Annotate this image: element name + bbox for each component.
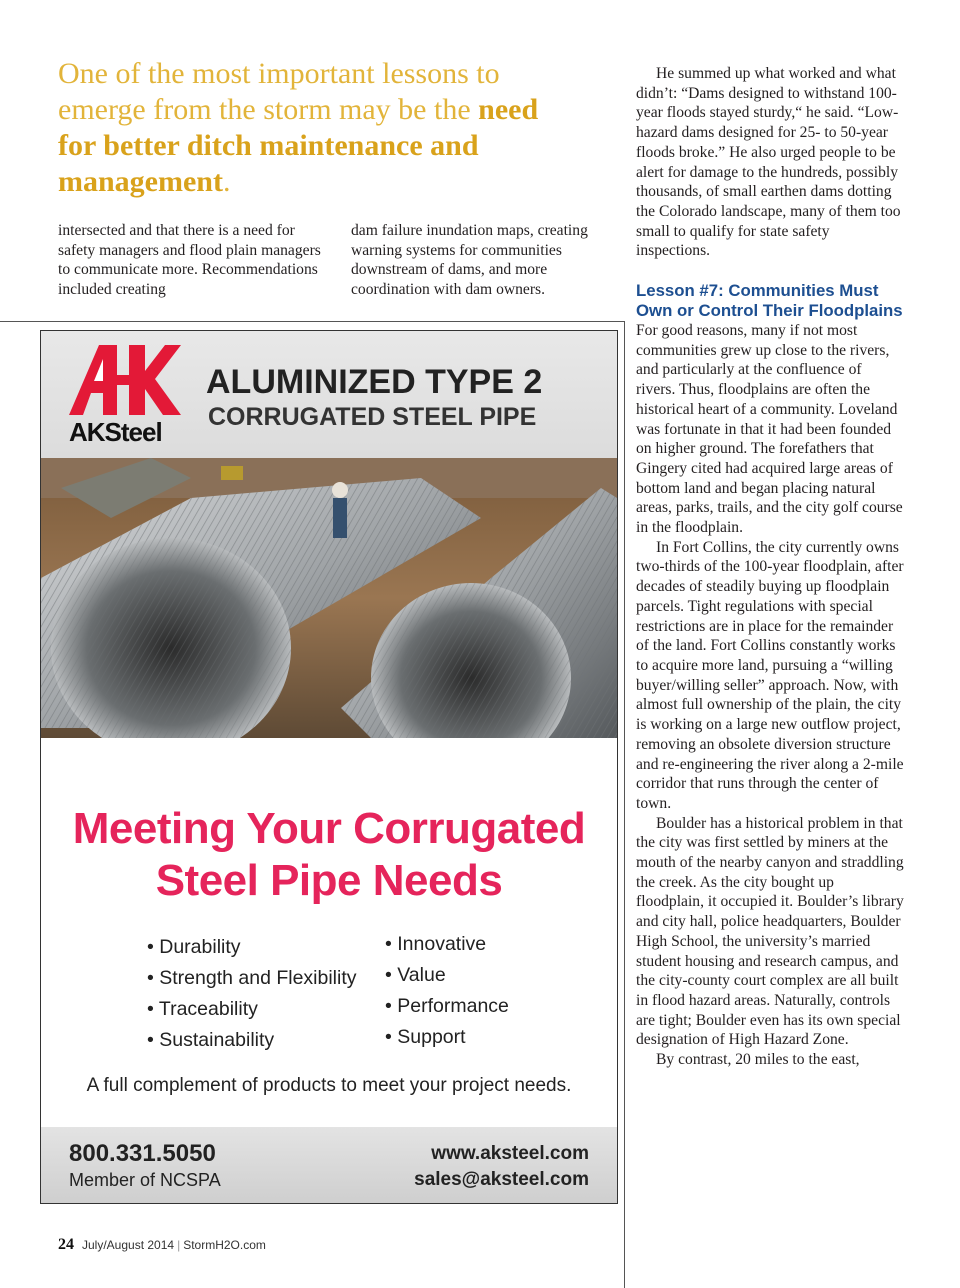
pull-quote-end: . <box>222 165 231 198</box>
feature-list-left <box>147 932 357 1056</box>
article-column-2 <box>351 221 613 300</box>
ak-steel-logo-icon <box>69 345 181 415</box>
pipe-installation-photo <box>41 458 617 738</box>
list-item: • Value <box>385 960 509 991</box>
site-name: StormH2O.com <box>183 1238 266 1252</box>
ad-title: ALUMINIZED TYPE 2 <box>206 363 543 401</box>
paragraph: intersected and that there is a need for safety managers and flood plain managers to communicate more. Recommendations included creating <box>58 222 321 299</box>
pull-quote <box>58 56 578 200</box>
paragraph: For good reasons, many if not most communities grew up close to the rivers, and particularly at the confluence of rivers. Thus, floodplains are often the historical heart of a community. Loveland was fortunate in that it had been founded on higher ground. The forefathers that Gingery cited had acquired large areas of bottom land and began placing natural areas, parks, trails, and the city golf course in the floodplain. <box>636 322 903 537</box>
article-column-3 <box>636 64 904 1070</box>
ad-headline-line-2: Steel Pipe Needs <box>155 856 503 905</box>
list-item: • Performance <box>385 991 509 1022</box>
list-item: • Durability <box>147 932 357 963</box>
ad-contact-bar <box>41 1127 617 1203</box>
section-heading: Lesson #7: Communities Must Own or Control Their Floodplains <box>636 281 903 321</box>
logo-wordmark: AKSteel <box>69 417 162 447</box>
advertisement[interactable] <box>40 330 618 1204</box>
issue-date: July/August 2014 <box>82 1238 175 1252</box>
list-item: • Innovative <box>385 929 509 960</box>
ad-header <box>41 331 617 458</box>
ad-headline-line-1: Meeting Your Corrugated <box>72 804 586 853</box>
paragraph: Boulder has a historical problem in that the city was first settled by miners at the mouth of the nearby canyon and straddling the creek. As the city bought up floodplain, it occupied it. Boulder’s library and city hall, police headquarters, Boulder High School, the university’s married student housing and research campus, and the city-county court complex are all built in flood hazard areas. Naturally, controls are tight; Boulder even has its own special designation of High Hazard Zone. <box>636 814 904 1049</box>
paragraph: In Fort Collins, the city currently owns two-thirds of the 100-year floodplain, after decades of steadily buying up floodplain parcels. Tight regulations with special restrictions are in place for the remainder of the land. Fort Collins constantly works to acquire more land, pursuing a “willing buyer/willing seller” approach. Now, with almost full ownership of the plain, the city is working on a large new outflow project, removing an obsolete diversion structure and re-engineering the river along a 2-mile corridor that runs through the center of town. <box>636 538 904 812</box>
membership-text: Member of NCSPA <box>69 1170 221 1190</box>
paragraph: He summed up what worked and what didn’t: “Dams designed to withstand 100-year floods stayed sturdy,“ he said. “Low-hazard dams designed for 25- to 50-year floods broke.” He also urged people to be alert for damage to the hundreds, possibly thousands, of small earthen dams dotting the Colorado landscape, many of them too small to qualify for state safety inspections. <box>636 65 901 260</box>
list-item: • Sustainability <box>147 1025 357 1056</box>
page-footer <box>58 1236 266 1254</box>
list-item: • Traceability <box>147 994 357 1025</box>
paragraph: By contrast, 20 miles to the east, <box>656 1051 860 1069</box>
divider-vertical <box>624 321 625 1288</box>
page-number: 24 <box>58 1236 74 1253</box>
website-link[interactable]: www.aksteel.com <box>431 1143 589 1164</box>
ad-subtitle: CORRUGATED STEEL PIPE <box>208 403 537 431</box>
footer-separator: | <box>177 1238 181 1252</box>
paragraph: dam failure inundation maps, creating warning systems for communities downstream of dams, and more coordination with dam owners. <box>351 222 588 299</box>
list-item: • Strength and Flexibility <box>147 963 357 994</box>
ad-headline <box>41 803 617 907</box>
pull-quote-text: One of the most important lessons to emerge from the storm may be the <box>58 57 500 126</box>
article-column-1 <box>58 221 328 300</box>
email-link[interactable]: sales@aksteel.com <box>414 1169 589 1190</box>
pull-quote-emphasis: need for better ditch maintenance and management <box>58 93 539 198</box>
divider-horizontal <box>0 321 625 322</box>
ad-tagline: A full complement of products to meet your project needs. <box>86 1075 572 1096</box>
feature-list-right <box>385 929 509 1053</box>
phone-number[interactable]: 800.331.5050 <box>69 1140 216 1167</box>
list-item: • Support <box>385 1022 509 1053</box>
